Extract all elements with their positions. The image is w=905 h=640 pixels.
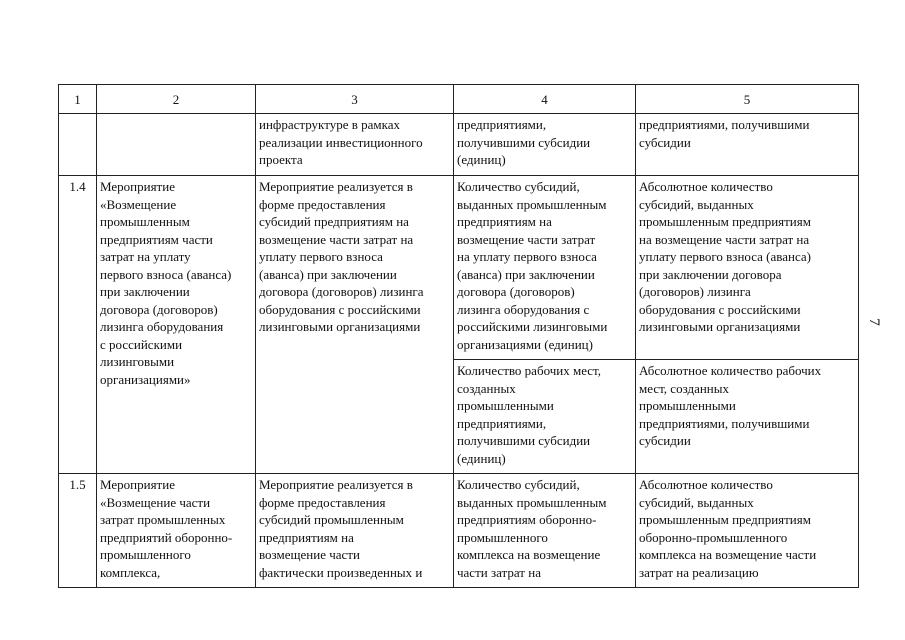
table-header-row	[59, 85, 859, 114]
cont-method-cell: предприятиями, получившими субсидии	[636, 114, 859, 176]
event-cell: Мероприятие «Возмещение части затрат промышленных предприятий оборонно- промышленного комплекса,	[97, 474, 256, 588]
table-row-continuation	[59, 114, 859, 176]
method-cell: Абсолютное количество субсидий, выданных промышленным предприятиям оборонно-промышленного комплекса на возмещение части затрат на реализацию	[636, 474, 859, 588]
cont-description-cell: инфраструктуре в рамках реализации инвестиционного проекта	[256, 114, 454, 176]
indicator-cell-1: Количество субсидий, выданных промышленным предприятиям на возмещение части затрат на уплату первого взноса (аванса) при заключении договора (договоров) лизинга оборудования с российскими лизинговыми организациями (единиц)	[454, 176, 636, 360]
header-col-3: 3	[256, 85, 454, 114]
page-number: 7	[866, 318, 882, 326]
description-cell: Мероприятие реализуется в форме предоставления субсидий промышленным предприятиям на возмещение части фактически произведенных и	[256, 474, 454, 588]
indicator-cell: Количество субсидий, выданных промышленным предприятиям оборонно- промышленного комплекса на возмещение части затрат на	[454, 474, 636, 588]
event-cell: Мероприятие «Возмещение промышленным предприятиям части затрат на уплату первого взноса (аванса) при заключении договора (договоров) лизинга оборудования с российскими лизинговыми организациями»	[97, 176, 256, 474]
table-row-1-4	[59, 176, 859, 360]
header-col-1: 1	[59, 85, 97, 114]
cont-event-cell	[97, 114, 256, 176]
row-number: 1.4	[59, 176, 97, 474]
indicators-table	[58, 84, 859, 588]
table-row-1-5	[59, 474, 859, 588]
header-col-5: 5	[636, 85, 859, 114]
method-cell-1: Абсолютное количество субсидий, выданных промышленным предприятиям на возмещение части затрат на уплату первого взноса (аванса) при заключении договора (договоров) лизинга оборудования с российскими лизинговыми организациями	[636, 176, 859, 360]
row-number: 1.5	[59, 474, 97, 588]
cont-indicator-cell: предприятиями, получившими субсидии (единиц)	[454, 114, 636, 176]
cont-num-cell	[59, 114, 97, 176]
header-col-2: 2	[97, 85, 256, 114]
indicator-cell-2: Количество рабочих мест, созданных промышленными предприятиями, получившими субсидии (единиц)	[454, 360, 636, 474]
method-cell-2: Абсолютное количество рабочих мест, созданных промышленными предприятиями, получившими субсидии	[636, 360, 859, 474]
description-cell: Мероприятие реализуется в форме предоставления субсидий предприятиям на возмещение части затрат на уплату первого взноса (аванса) при заключении договора (договоров) лизинга оборудования с российскими лизинговыми организациями	[256, 176, 454, 474]
header-col-4: 4	[454, 85, 636, 114]
